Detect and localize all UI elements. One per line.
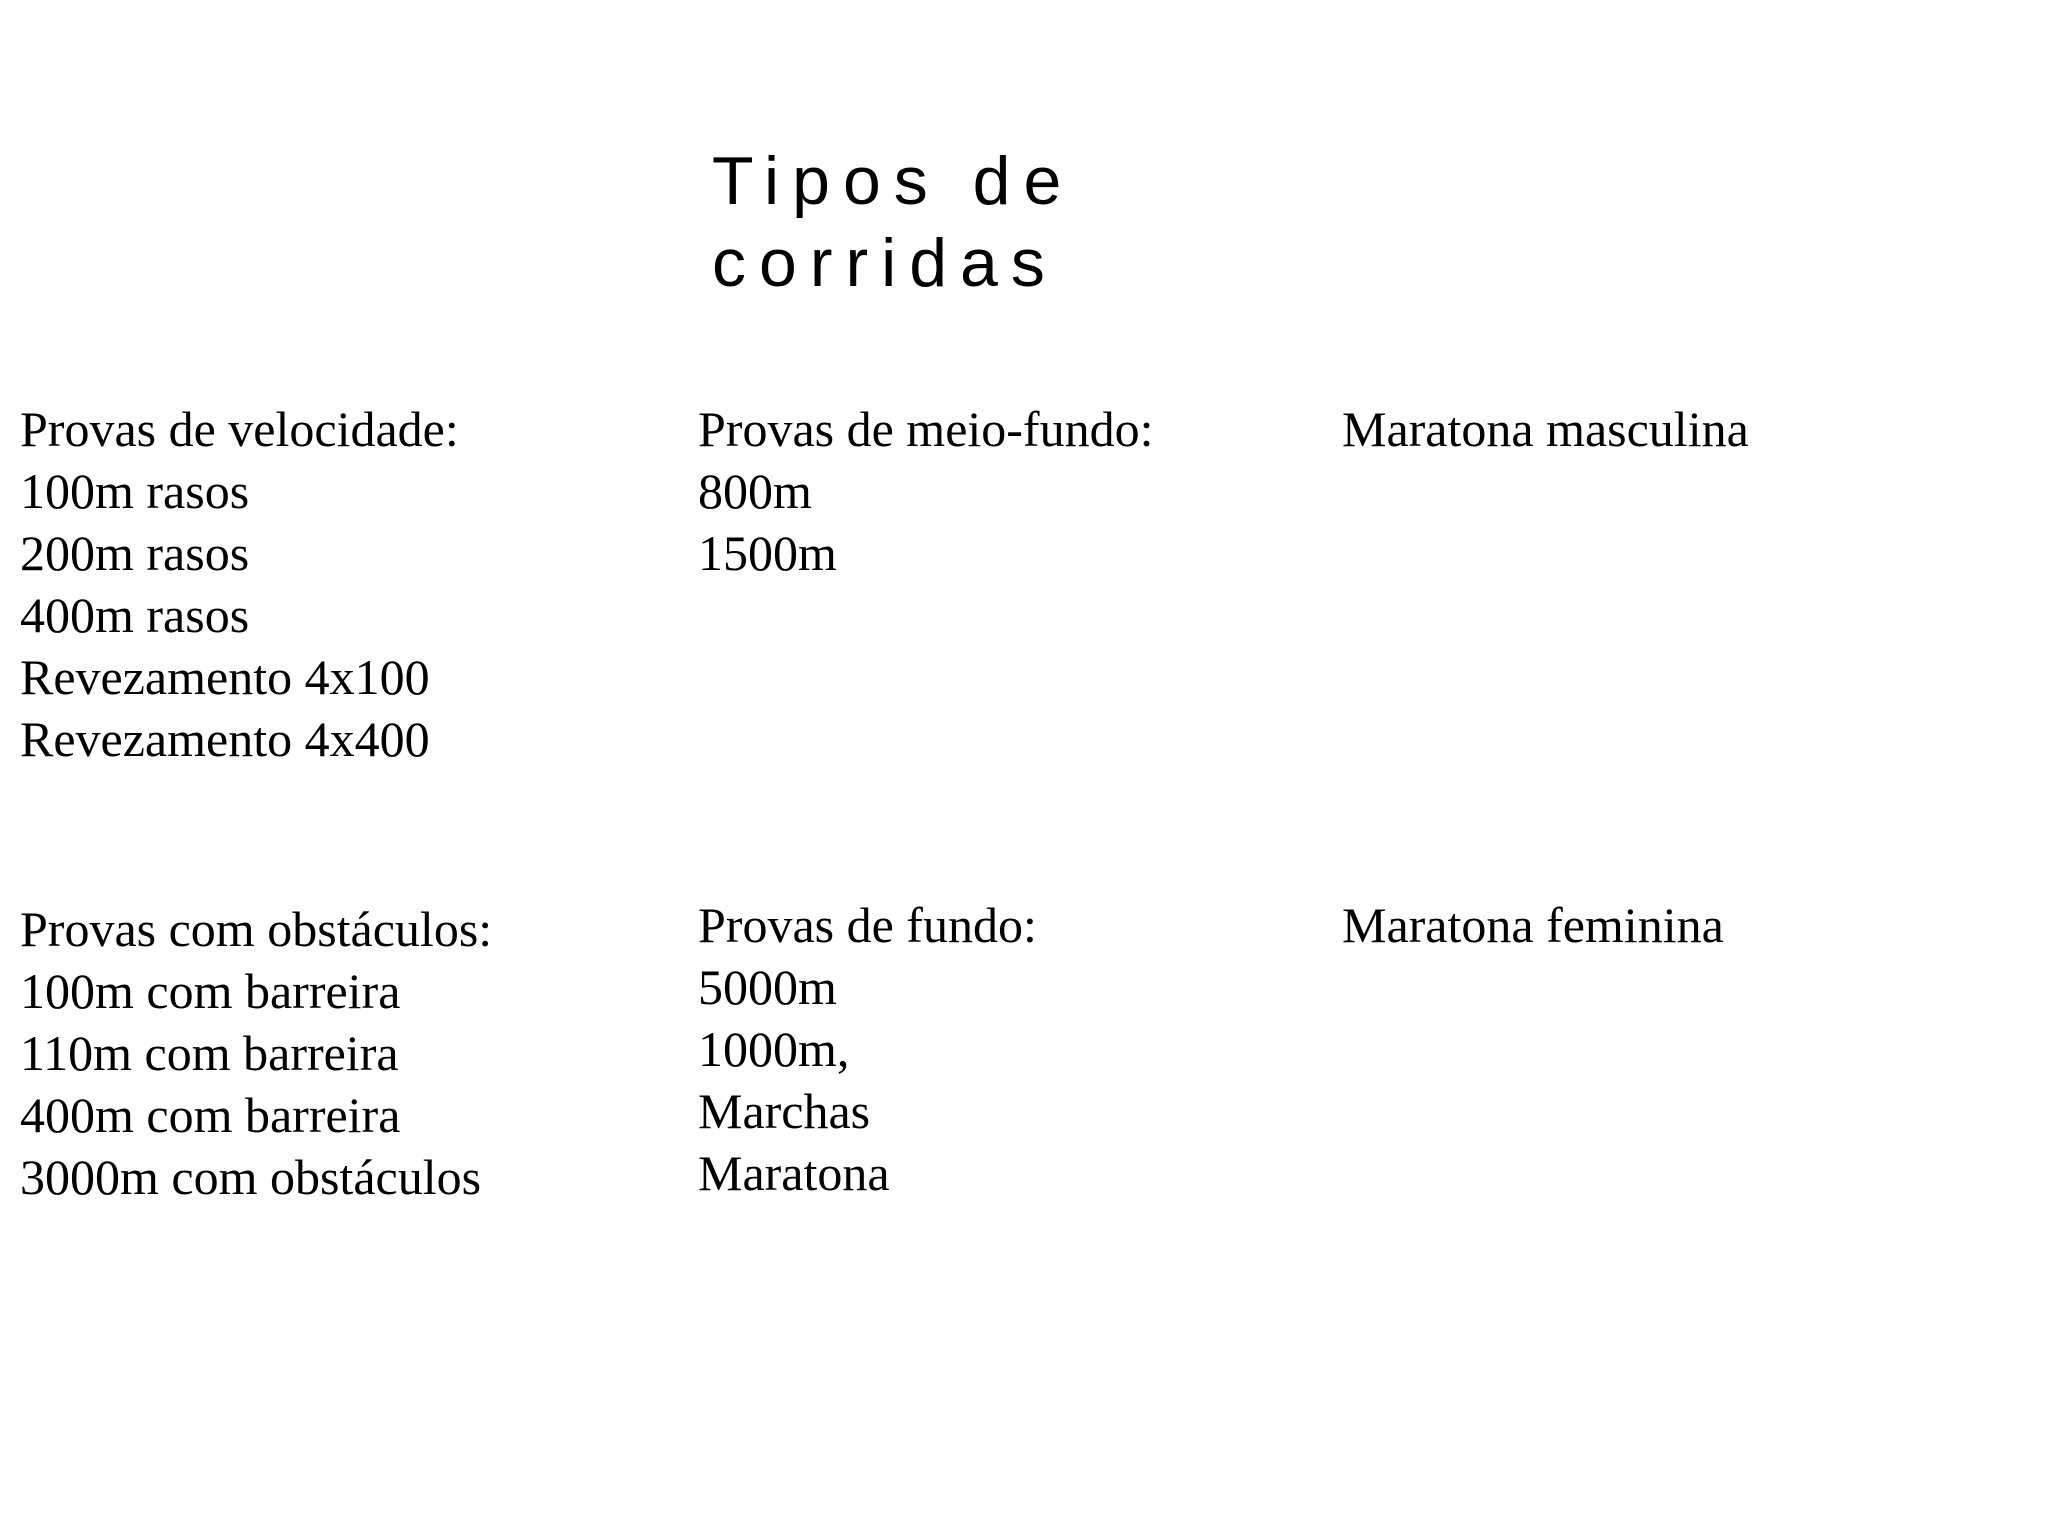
list-item: 1000m, [698,1021,850,1077]
section-heading: Maratona masculina [1342,401,1749,457]
list-item: Marchas [698,1083,871,1139]
list-item: 400m rasos [20,587,250,643]
title-line-2: corridas [712,225,1058,301]
section-heading: Provas de fundo: [698,897,1037,953]
list-item: Maratona [698,1145,890,1201]
section-velocidade [20,398,459,770]
section-maratona-feminina [1342,894,1724,956]
list-item: Revezamento 4x100 [20,649,430,705]
list-item: 200m rasos [20,525,250,581]
list-item: 100m rasos [20,463,250,519]
list-item: 800m [698,463,812,519]
list-item: 100m com barreira [20,963,401,1019]
section-meio-fundo [698,398,1153,584]
section-heading: Maratona feminina [1342,897,1724,953]
title-line-1: Tipos de [712,143,1075,219]
section-heading: Provas com obstáculos: [20,901,493,957]
section-obstaculos [20,898,492,1208]
list-item: Revezamento 4x400 [20,711,430,767]
page-title [712,140,1312,304]
list-item: 1500m [698,525,837,581]
list-item: 110m com barreira [20,1025,399,1081]
list-item: 5000m [698,959,837,1015]
list-item: 400m com barreira [20,1087,401,1143]
section-heading: Provas de velocidade: [20,401,459,457]
list-item: 3000m com obstáculos [20,1149,482,1205]
section-fundo [698,894,1037,1204]
section-heading: Provas de meio-fundo: [698,401,1154,457]
section-maratona-masculina [1342,398,1749,460]
